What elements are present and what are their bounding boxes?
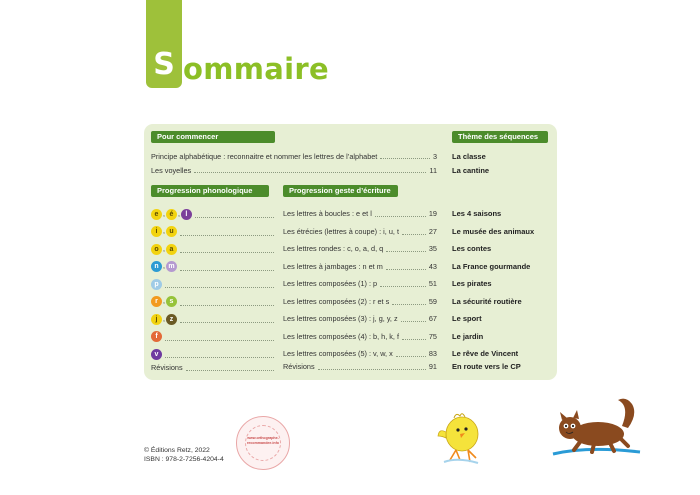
letter-bubble: m: [166, 261, 177, 272]
title-initial: S: [153, 47, 175, 82]
dot-leader: [165, 339, 274, 341]
revision-row[interactable]: [144, 359, 557, 376]
geste-label: Les lettres composées (1) : p: [283, 279, 378, 288]
letter-bubble: f: [151, 331, 162, 342]
phono-cell: [151, 278, 276, 290]
theme-label: Le jardin: [452, 331, 484, 341]
theme-label: Les contes: [452, 244, 492, 253]
progression-row[interactable]: [144, 294, 557, 311]
geste-cell: [283, 296, 437, 308]
letter-separator: ,: [163, 245, 165, 253]
isbn-line: ISBN : 978-2-7256-4204-4: [144, 456, 224, 463]
phono-cell: [151, 313, 276, 325]
cat-illustration: [548, 396, 646, 462]
phono-cell: [151, 208, 276, 220]
page-number: 19: [428, 209, 437, 218]
letter-bubble: j: [151, 314, 162, 325]
page-number: 27: [428, 226, 437, 236]
phono-cell: [151, 361, 276, 373]
revision-phono-label: Révisions: [151, 362, 183, 372]
dot-leader: [195, 216, 274, 218]
page-number: 3: [432, 152, 437, 161]
phono-cell: [151, 226, 276, 238]
letter-separator: ,: [163, 315, 165, 323]
copyright-block: [144, 446, 224, 464]
letter-bubble: é: [166, 209, 177, 220]
dot-leader: [380, 285, 426, 287]
progression-row[interactable]: [144, 206, 557, 223]
letter-bubble: o: [151, 244, 162, 255]
revision-geste-label: Révisions: [283, 362, 315, 371]
theme-label: La France gourmande: [452, 261, 531, 271]
lesson-label: Les voyelles: [151, 166, 192, 175]
letter-separator: ,: [163, 263, 165, 270]
phono-cell: [151, 261, 276, 273]
dot-leader: [180, 234, 274, 236]
chick-illustration: [432, 410, 490, 468]
dot-leader: [392, 303, 426, 305]
dot-leader: [401, 320, 426, 322]
lesson-label: Principe alphabétique : reconnaitre et nommer les lettres de l’alphabet: [151, 152, 378, 161]
header-phono: Progression phonologique: [151, 185, 269, 197]
dot-leader: [165, 286, 274, 288]
page-number: 43: [428, 261, 437, 271]
geste-label: Les lettres à jambages : n et m: [283, 261, 383, 271]
letter-bubble: r: [151, 296, 162, 307]
page-number: 59: [428, 296, 437, 306]
intro-lesson: [151, 151, 437, 162]
geste-label: Les lettres composées (4) : b, h, k, f: [283, 331, 399, 341]
geste-cell: [283, 226, 437, 238]
page-number: 51: [428, 279, 437, 288]
phono-cell: [151, 331, 276, 343]
progression-row[interactable]: [144, 241, 557, 258]
header-themes: Thème des séquences: [452, 131, 548, 143]
geste-label: Les lettres composées (5) : v, w, x: [283, 349, 393, 358]
theme-label: La classe: [452, 152, 486, 161]
theme-label: Le sport: [452, 314, 482, 323]
letter-bubble: n: [151, 261, 162, 272]
page-number: 91: [428, 362, 437, 371]
page-number: 11: [429, 166, 437, 175]
letter-separator: ,: [163, 298, 165, 305]
summary-panel: [144, 124, 557, 380]
letter-bubble: v: [151, 349, 162, 360]
dot-leader: [180, 251, 274, 253]
geste-cell: [283, 313, 437, 325]
phono-cell: [151, 296, 276, 308]
progression-row[interactable]: [144, 276, 557, 293]
copyright-line: © Éditions Retz, 2022: [144, 447, 210, 454]
geste-cell: [283, 261, 437, 273]
theme-label: La cantine: [452, 166, 490, 175]
theme-label: En route vers le CP: [452, 362, 521, 371]
page-number: 83: [428, 349, 437, 358]
letter-separator: ,: [163, 228, 165, 235]
geste-cell: [283, 361, 437, 373]
dot-leader: [386, 250, 426, 252]
stamp-line1: www.orthographe-: [247, 436, 279, 440]
progression-row[interactable]: [144, 311, 557, 328]
dot-leader: [186, 369, 274, 371]
intro-lesson: [151, 165, 437, 176]
letter-bubble: u: [166, 226, 177, 237]
page-title: ommaire: [183, 52, 329, 86]
letter-bubble: i: [151, 226, 162, 237]
letter-bubble: p: [151, 279, 162, 290]
geste-label: Les lettres composées (2) : r et s: [283, 296, 390, 306]
dot-leader: [180, 321, 274, 323]
letter-separator: ,: [177, 210, 180, 218]
phono-cell: [151, 243, 276, 255]
geste-cell: [283, 208, 437, 220]
spelling-stamp-logo: [236, 416, 290, 470]
letter-bubble: l: [181, 209, 192, 220]
letter-bubble: z: [166, 314, 177, 325]
dot-leader: [180, 304, 274, 306]
geste-label: Les lettres composées (3) : j, g, y, z: [283, 314, 398, 323]
progression-row[interactable]: [144, 329, 557, 346]
geste-label: Les lettres à boucles : e et l: [283, 209, 372, 218]
page-number: 67: [428, 314, 437, 323]
stamp-text: [237, 436, 289, 445]
dot-leader: [318, 368, 426, 370]
theme-label: Le musée des animaux: [452, 226, 535, 236]
geste-label: Les lettres rondes : c, o, a, d, q: [283, 244, 384, 253]
intro-row[interactable]: [144, 163, 557, 180]
header-geste: Progression geste d’écriture: [283, 185, 398, 197]
theme-label: Les 4 saisons: [452, 209, 502, 218]
theme-label: Les pirates: [452, 279, 492, 288]
dot-leader: [165, 356, 274, 358]
dot-leader: [180, 269, 274, 271]
geste-cell: [283, 278, 437, 290]
letter-bubble: e: [151, 209, 162, 220]
page-number: 35: [428, 244, 437, 253]
dot-leader: [396, 355, 426, 357]
title-letter-tab: [146, 0, 182, 88]
progression-row[interactable]: [144, 259, 557, 276]
dot-leader: [194, 171, 426, 173]
theme-label: Le rêve de Vincent: [452, 349, 519, 358]
letter-bubble: a: [166, 244, 177, 255]
geste-cell: [283, 243, 437, 255]
geste-label: Les étrécies (lettres à coupe) : i, u, t: [283, 226, 399, 236]
stamp-line2: recommandee.info: [247, 440, 279, 445]
dot-leader: [402, 338, 426, 340]
theme-label: La sécurité routière: [452, 296, 522, 306]
letter-separator: ,: [163, 210, 165, 218]
letter-bubble: s: [166, 296, 177, 307]
dot-leader: [386, 268, 426, 270]
dot-leader: [402, 233, 426, 235]
header-start: Pour commencer: [151, 131, 275, 143]
dot-leader: [380, 157, 430, 159]
page-number: 75: [428, 331, 437, 341]
dot-leader: [375, 215, 426, 217]
geste-cell: [283, 331, 437, 343]
progression-row[interactable]: [144, 224, 557, 241]
